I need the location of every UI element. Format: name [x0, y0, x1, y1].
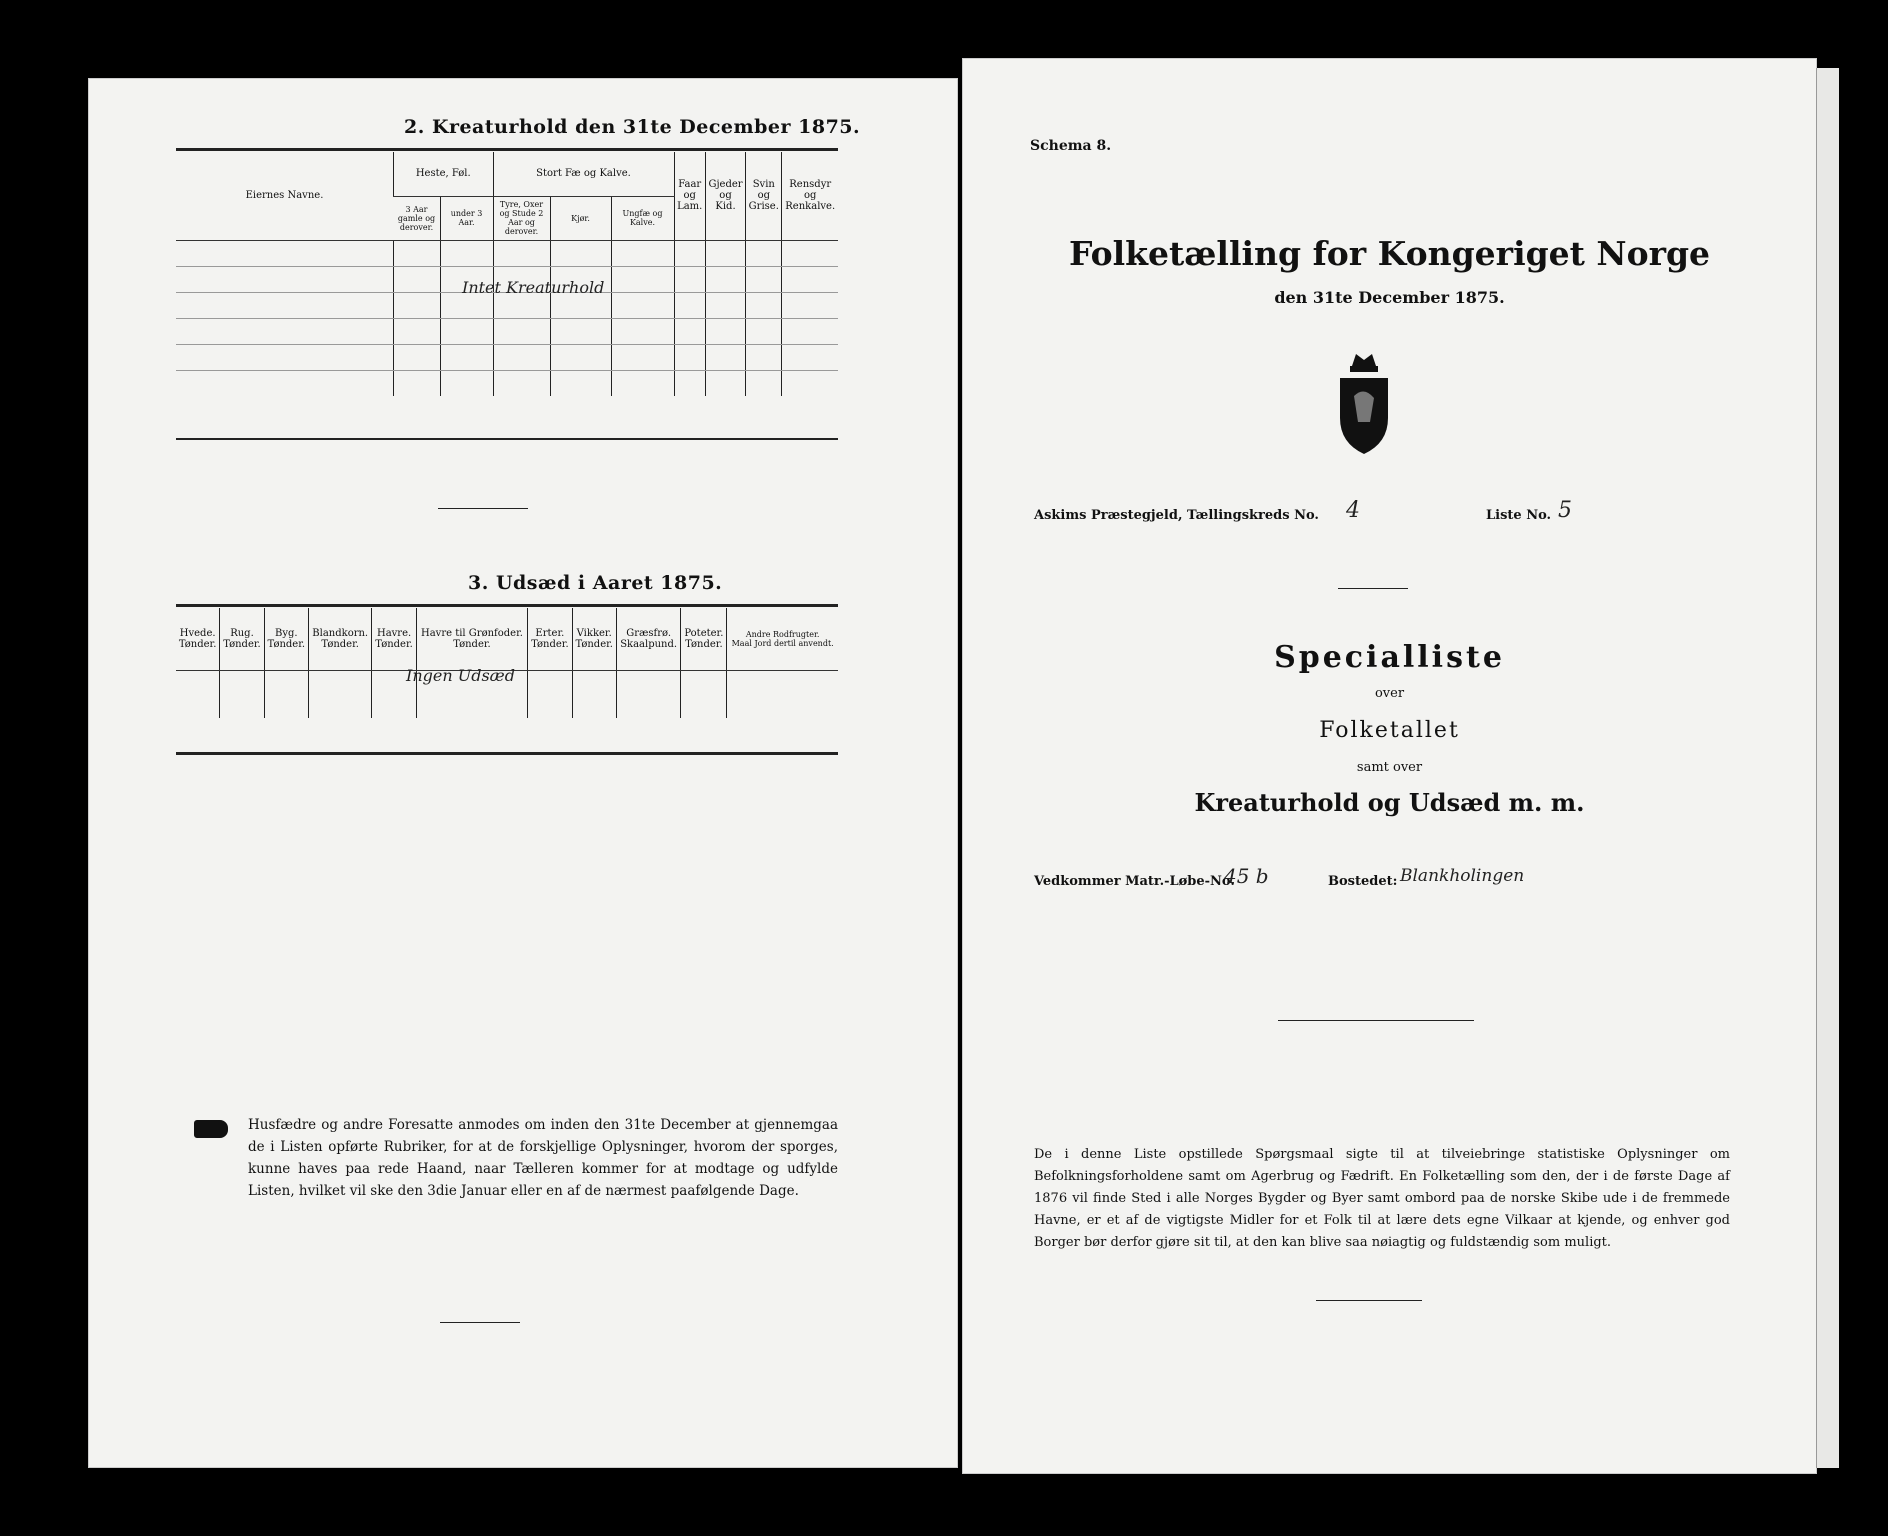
samt-over-text: samt over	[1356, 760, 1423, 775]
col-horses-young: under 3 Aar.	[440, 196, 493, 240]
col-rye: Rug. Tønder.	[220, 608, 264, 670]
list-number: 5	[1558, 498, 1572, 523]
over-text: over	[1374, 686, 1405, 701]
bosted-label: Bostedet:	[1328, 874, 1398, 889]
col-sheep: Faar og Lam.	[674, 152, 705, 240]
section2-top-rule	[176, 148, 838, 151]
divider-1	[1338, 588, 1408, 589]
folketallet-text: Folketallet	[1319, 718, 1460, 743]
table-row	[176, 240, 838, 266]
section2-title: 2. Kreaturhold den 31te December 1875.	[404, 116, 861, 138]
section2-bottom-rule	[176, 438, 838, 440]
kreaturhold-heading: Kreaturhold og Udsæd m. m.	[1194, 788, 1585, 817]
col-cattle: Stort Fæ og Kalve.	[493, 152, 674, 196]
col-cattle-cows: Kjør.	[550, 196, 611, 240]
col-pigs: Svin og Grise.	[746, 152, 782, 240]
parish-label: Askims Præstegjeld, Tællingskreds No.	[1034, 508, 1319, 523]
col-cattle-calves: Ungfæ og Kalve.	[611, 196, 674, 240]
divider-bottom	[440, 1322, 520, 1323]
col-horses-adult: 3 Aar gamle og derover.	[394, 196, 441, 240]
divider-3	[1316, 1300, 1422, 1301]
district-number: 4	[1346, 498, 1360, 523]
section3-bottom-rule	[176, 752, 838, 755]
divider-short	[438, 508, 528, 509]
handwritten-no-sowing: Ingen Udsæd	[406, 666, 515, 685]
pointing-hand-icon	[194, 1120, 228, 1138]
footer-paragraph: De i denne Liste opstillede Spørgsmaal sigte til at tilveiebringe statistiske Oplysninger om Befolkningsforholdene samt om Agerbrug og Fædrift. En Folketælling som den, der i de første Dage af 1876 vil finde Sted i alle Norges Bygder og Byer samt ombord paa de norske Skibe ude i de fremmede Havne, er et af de vigtigste Midler for et Folk til at lære dets egne Vilkaar at kjende, og enhver god Borger bør derfor gjøre sit til, at den kan blive saa nøiagtig og fuldstændig som muligt.	[1034, 1147, 1730, 1250]
census-date: den 31te December 1875.	[1274, 288, 1505, 307]
table-row	[176, 370, 838, 396]
table-row	[176, 318, 838, 344]
divider-2	[1278, 1020, 1474, 1021]
notice-paragraph: Husfædre og andre Foresatte anmodes om inden den 31te December at gjennemgaa de i Listen opførte Rubriker, for at de forskjellige Oplysninger, hvorom der sporges, kunne haves paa rede Haand, naar Tælleren kommer for at modtage og udfylde Listen, hvilket vil ske den 3die Januar eller en af de nærmest paafølgende Dage.	[248, 1117, 838, 1199]
col-reindeer: Rensdyr og Renkalve.	[782, 152, 838, 240]
col-vetch: Vikker. Tønder.	[572, 608, 616, 670]
left-page	[88, 78, 958, 1468]
table-row	[176, 344, 838, 370]
col-wheat: Hvede. Tønder.	[176, 608, 220, 670]
page-edge	[1816, 68, 1839, 1468]
matr-label: Vedkommer Matr.-Løbe-No.	[1034, 874, 1235, 889]
sowing-table	[176, 608, 838, 718]
section3-top-rule	[176, 604, 838, 607]
col-cattle-bulls: Tyre, Oxer og Stude 2 Aar og derover.	[493, 196, 550, 240]
list-label: Liste No.	[1486, 508, 1552, 523]
section3-title: 3. Udsæd i Aaret 1875.	[468, 572, 723, 594]
main-title: Folketælling for Kongeriget Norge	[1068, 234, 1711, 273]
col-grass-seed: Græsfrø. Skaalpund.	[616, 608, 681, 670]
col-oats: Havre. Tønder.	[372, 608, 416, 670]
col-potatoes: Poteter. Tønder.	[681, 608, 727, 670]
livestock-table	[176, 152, 838, 396]
specialliste-heading: Specialliste	[1274, 640, 1505, 675]
schema-label: Schema 8.	[1030, 138, 1112, 154]
col-owner-names: Eiernes Navne.	[176, 152, 394, 240]
col-mixed-grain: Blandkorn. Tønder.	[309, 608, 372, 670]
col-goats: Gjeder og Kid.	[705, 152, 745, 240]
col-other-roots: Andre Rodfrugter. Maal Jord dertil anvendt.	[727, 608, 838, 670]
matr-number: 45 b	[1224, 864, 1269, 888]
col-horses: Heste, Føl.	[394, 152, 494, 196]
right-page	[962, 58, 1817, 1474]
handwritten-no-livestock: Intet Kreaturhold	[462, 278, 605, 297]
bosted-value: Blankholingen	[1400, 866, 1525, 886]
col-peas: Erter. Tønder.	[528, 608, 572, 670]
coat-of-arms-icon	[1332, 348, 1396, 458]
col-oats-fodder: Havre til Grønfoder. Tønder.	[416, 608, 527, 670]
col-barley: Byg. Tønder.	[264, 608, 308, 670]
